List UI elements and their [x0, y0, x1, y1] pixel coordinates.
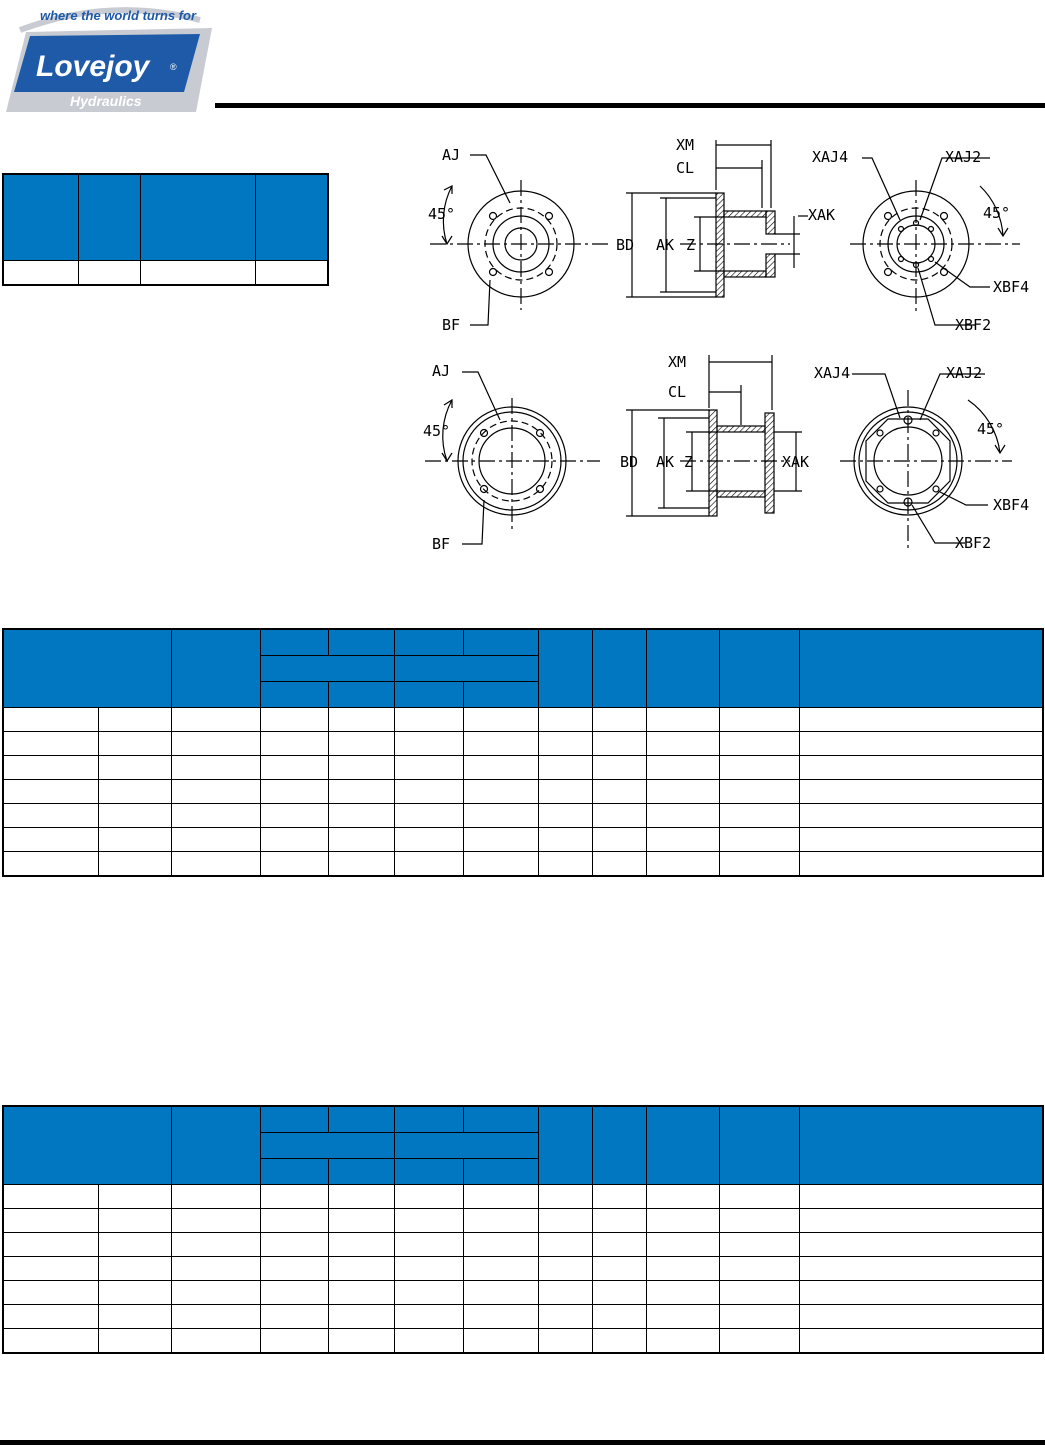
- table-row: [3, 1329, 1043, 1354]
- table-cell: [463, 828, 538, 852]
- table-cell: [3, 756, 98, 780]
- table-cell: [171, 1329, 260, 1354]
- table-cell: [719, 1233, 799, 1257]
- table-cell: [260, 1209, 328, 1233]
- svg-text:45°: 45°: [428, 205, 456, 223]
- table-cell: [260, 1281, 328, 1305]
- table-cell: [592, 1305, 646, 1329]
- table-cell: [592, 1329, 646, 1354]
- table-cell: [98, 708, 171, 732]
- table-cell: [171, 1257, 260, 1281]
- table-cell: [592, 828, 646, 852]
- table-row: [3, 828, 1043, 852]
- table-cell: [171, 1305, 260, 1329]
- table-cell: [3, 1185, 98, 1209]
- table-cell: [328, 1233, 394, 1257]
- table-header-cell: [538, 1106, 592, 1185]
- spec-table-2: [2, 1105, 1044, 1354]
- table-cell: [260, 756, 328, 780]
- table-cell: [98, 756, 171, 780]
- section-view-top: [626, 140, 808, 297]
- logo-registered: ®: [170, 62, 177, 72]
- table-cell: [260, 852, 328, 877]
- svg-text:BF: BF: [442, 316, 461, 334]
- svg-text:XM: XM: [676, 136, 695, 154]
- table-header-cell: [3, 1106, 171, 1185]
- table-cell: [328, 1281, 394, 1305]
- table-cell: [538, 1233, 592, 1257]
- table-cell: [394, 708, 463, 732]
- table-header-row: [3, 629, 1043, 656]
- table-cell: [719, 1329, 799, 1354]
- table-cell: [799, 780, 1043, 804]
- table-cell: [592, 756, 646, 780]
- table-header-cell: [463, 1159, 538, 1185]
- table-cell: [328, 1185, 394, 1209]
- table-cell: [98, 1281, 171, 1305]
- table-header-cell: [394, 1106, 463, 1133]
- table-cell: [538, 1209, 592, 1233]
- table-cell: [463, 708, 538, 732]
- table-cell: [260, 1305, 328, 1329]
- table-cell: [719, 1281, 799, 1305]
- table-cell: [394, 852, 463, 877]
- table-cell: [394, 780, 463, 804]
- table-cell: [394, 804, 463, 828]
- table-cell: [463, 1209, 538, 1233]
- table-cell: [719, 756, 799, 780]
- table-cell: [3, 261, 78, 286]
- table-cell: [255, 261, 328, 286]
- table-cell: [260, 1257, 328, 1281]
- table-cell: [646, 732, 719, 756]
- table-body: [3, 1185, 1043, 1354]
- table-cell: [538, 732, 592, 756]
- table-cell: [3, 852, 98, 877]
- table-header-cell: [260, 629, 328, 656]
- table-cell: [799, 1233, 1043, 1257]
- table-cell: [719, 732, 799, 756]
- table-cell: [328, 732, 394, 756]
- table-header-cell: [799, 629, 1043, 708]
- table-cell: [328, 804, 394, 828]
- table-cell: [78, 261, 140, 286]
- table-header-cell: [260, 656, 394, 682]
- table-header-cell: [171, 629, 260, 708]
- table-cell: [646, 1257, 719, 1281]
- table-cell: [463, 1257, 538, 1281]
- table-row: [3, 1233, 1043, 1257]
- table-cell: [463, 732, 538, 756]
- table-cell: [171, 708, 260, 732]
- table-cell: [592, 732, 646, 756]
- table-header-row: [3, 174, 328, 261]
- logo-tagline: where the world turns for: [40, 8, 197, 23]
- table-header-cell: [394, 656, 538, 682]
- table-cell: [592, 708, 646, 732]
- table-header-cell: [394, 682, 463, 708]
- table-cell: [799, 804, 1043, 828]
- table-cell: [463, 780, 538, 804]
- table-cell: [171, 804, 260, 828]
- table-row: [3, 732, 1043, 756]
- svg-text:Z: Z: [686, 236, 696, 254]
- table-cell: [3, 828, 98, 852]
- svg-text:Z: Z: [684, 453, 694, 471]
- table-cell: [538, 804, 592, 828]
- table-cell: [140, 261, 255, 286]
- table-header-cell: [394, 629, 463, 656]
- table-cell: [3, 1305, 98, 1329]
- table-cell: [538, 852, 592, 877]
- front-view-bottom: [425, 372, 600, 544]
- table-cell: [3, 1281, 98, 1305]
- svg-text:AJ: AJ: [432, 362, 451, 380]
- table-cell: [463, 1329, 538, 1354]
- table-header-cell: [328, 1106, 394, 1133]
- table-cell: [171, 1233, 260, 1257]
- table-cell: [463, 1281, 538, 1305]
- table-cell: [646, 804, 719, 828]
- header-rule: [215, 103, 1045, 108]
- table-cell: [719, 1209, 799, 1233]
- table-cell: [592, 780, 646, 804]
- table-cell: [646, 756, 719, 780]
- table-cell: [328, 1257, 394, 1281]
- drawing-labels: [423, 136, 1029, 553]
- svg-text:XAK: XAK: [782, 453, 810, 471]
- svg-text:XAJ2: XAJ2: [945, 148, 982, 166]
- svg-text:45°: 45°: [423, 422, 451, 440]
- table-cell: [98, 1257, 171, 1281]
- logo-name: Lovejoy: [36, 50, 150, 83]
- rear-view-top: [850, 158, 1020, 325]
- table-cell: [98, 1185, 171, 1209]
- table-body: [3, 708, 1043, 877]
- svg-text:BD: BD: [616, 236, 635, 254]
- table-cell: [646, 852, 719, 877]
- svg-text:AK: AK: [656, 236, 675, 254]
- table-header-cell: [799, 1106, 1043, 1185]
- table-cell: [98, 828, 171, 852]
- table-header-cell: [171, 1106, 260, 1185]
- table-cell: [98, 780, 171, 804]
- table-cell: [799, 1209, 1043, 1233]
- table-cell: [328, 1209, 394, 1233]
- table-cell: [260, 708, 328, 732]
- table-cell: [799, 1281, 1043, 1305]
- table-header-cell: [3, 174, 78, 261]
- table-cell: [463, 1305, 538, 1329]
- table-header-cell: [538, 629, 592, 708]
- table-cell: [646, 1185, 719, 1209]
- svg-text:XBF2: XBF2: [955, 316, 992, 334]
- lovejoy-hydraulics-logo: [0, 0, 222, 120]
- table-cell: [260, 804, 328, 828]
- table-cell: [538, 1257, 592, 1281]
- table-cell: [463, 1185, 538, 1209]
- table-cell: [394, 828, 463, 852]
- svg-text:XBF4: XBF4: [993, 496, 1030, 514]
- table-row: [3, 756, 1043, 780]
- table-cell: [592, 1257, 646, 1281]
- table-header-cell: [394, 1159, 463, 1185]
- table-row: [3, 1305, 1043, 1329]
- table-cell: [719, 828, 799, 852]
- table-cell: [799, 1185, 1043, 1209]
- table-cell: [98, 1329, 171, 1354]
- table-cell: [592, 1185, 646, 1209]
- table-header-cell: [592, 629, 646, 708]
- table-cell: [260, 780, 328, 804]
- table-cell: [799, 828, 1043, 852]
- table-cell: [171, 1281, 260, 1305]
- svg-text:BF: BF: [432, 535, 451, 553]
- table-cell: [463, 756, 538, 780]
- table-cell: [3, 1209, 98, 1233]
- table-cell: [592, 852, 646, 877]
- table-cell: [719, 1185, 799, 1209]
- table-cell: [171, 1209, 260, 1233]
- table-cell: [260, 828, 328, 852]
- table-cell: [538, 1329, 592, 1354]
- table-cell: [538, 756, 592, 780]
- small-spec-table: [2, 173, 329, 286]
- table-header-cell: [78, 174, 140, 261]
- table-cell: [394, 756, 463, 780]
- table-row: [3, 780, 1043, 804]
- table-cell: [394, 1209, 463, 1233]
- table-row: [3, 261, 328, 286]
- table-cell: [171, 732, 260, 756]
- table-cell: [719, 1305, 799, 1329]
- table-cell: [646, 780, 719, 804]
- table-cell: [171, 852, 260, 877]
- spec-table-1: [2, 628, 1044, 877]
- table-cell: [646, 1329, 719, 1354]
- table-cell: [592, 1209, 646, 1233]
- table-cell: [799, 732, 1043, 756]
- table-cell: [328, 780, 394, 804]
- table-header-cell: [3, 629, 171, 708]
- table-header-cell: [328, 629, 394, 656]
- table-cell: [3, 804, 98, 828]
- table-cell: [719, 852, 799, 877]
- svg-text:BD: BD: [620, 453, 639, 471]
- table-cell: [260, 1185, 328, 1209]
- table-cell: [463, 852, 538, 877]
- table-cell: [538, 1281, 592, 1305]
- table-header-cell: [463, 629, 538, 656]
- table-header-cell: [463, 1106, 538, 1133]
- table-cell: [328, 1305, 394, 1329]
- table-header-cell: [255, 174, 328, 261]
- table-header-cell: [260, 1159, 328, 1185]
- table-cell: [394, 1233, 463, 1257]
- table-cell: [260, 732, 328, 756]
- table-row: [3, 708, 1043, 732]
- table-cell: [171, 1185, 260, 1209]
- table-row: [3, 1281, 1043, 1305]
- table-cell: [538, 780, 592, 804]
- table-cell: [3, 1329, 98, 1354]
- table-cell: [394, 1185, 463, 1209]
- table-cell: [799, 1257, 1043, 1281]
- table-cell: [328, 1329, 394, 1354]
- table-cell: [719, 708, 799, 732]
- table-cell: [260, 1233, 328, 1257]
- table-cell: [592, 1281, 646, 1305]
- table-cell: [538, 1185, 592, 1209]
- table-cell: [394, 1257, 463, 1281]
- table-header-cell: [394, 1133, 538, 1159]
- table-cell: [3, 732, 98, 756]
- table-header-cell: [719, 1106, 799, 1185]
- table-cell: [394, 1281, 463, 1305]
- table-row: [3, 804, 1043, 828]
- table-header-row: [3, 1106, 1043, 1133]
- svg-text:45°: 45°: [983, 204, 1011, 222]
- footer-rule: [0, 1440, 1045, 1445]
- svg-text:AJ: AJ: [442, 146, 461, 164]
- table-header-cell: [328, 682, 394, 708]
- table-cell: [463, 1233, 538, 1257]
- table-cell: [538, 1305, 592, 1329]
- table-row: [3, 1209, 1043, 1233]
- table-cell: [171, 780, 260, 804]
- table-cell: [538, 828, 592, 852]
- table-cell: [592, 1233, 646, 1257]
- svg-text:45°: 45°: [977, 420, 1005, 438]
- table-header-cell: [140, 174, 255, 261]
- table-row: [3, 852, 1043, 877]
- table-header-cell: [592, 1106, 646, 1185]
- table-cell: [98, 852, 171, 877]
- table-cell: [646, 1233, 719, 1257]
- table-cell: [98, 732, 171, 756]
- table-header-cell: [260, 682, 328, 708]
- table-header-cell: [260, 1106, 328, 1133]
- rear-view-bottom: [840, 374, 1012, 548]
- section-view-bottom: [626, 355, 802, 516]
- table-cell: [719, 1257, 799, 1281]
- table-row: [3, 1257, 1043, 1281]
- table-cell: [719, 780, 799, 804]
- logo-sub: Hydraulics: [70, 93, 142, 109]
- table-cell: [328, 708, 394, 732]
- table-cell: [171, 756, 260, 780]
- table-cell: [98, 1305, 171, 1329]
- table-header-cell: [328, 1159, 394, 1185]
- table-cell: [592, 804, 646, 828]
- svg-text:CL: CL: [676, 159, 695, 177]
- table-cell: [646, 1305, 719, 1329]
- table-cell: [799, 1305, 1043, 1329]
- svg-text:XM: XM: [668, 353, 687, 371]
- table-cell: [463, 804, 538, 828]
- svg-text:XAJ4: XAJ4: [812, 148, 849, 166]
- table-cell: [646, 1281, 719, 1305]
- table-header-cell: [260, 1133, 394, 1159]
- svg-text:XAK: XAK: [808, 206, 836, 224]
- front-view-top: [430, 155, 610, 325]
- table-cell: [3, 780, 98, 804]
- table-cell: [394, 1329, 463, 1354]
- table-row: [3, 1185, 1043, 1209]
- svg-text:CL: CL: [668, 383, 687, 401]
- table-cell: [98, 1209, 171, 1233]
- table-cell: [799, 708, 1043, 732]
- table-cell: [98, 804, 171, 828]
- svg-text:AK: AK: [656, 453, 675, 471]
- table-cell: [646, 708, 719, 732]
- table-cell: [3, 1257, 98, 1281]
- table-cell: [328, 828, 394, 852]
- svg-text:XBF2: XBF2: [955, 534, 992, 552]
- svg-text:XAJ4: XAJ4: [814, 364, 851, 382]
- table-cell: [538, 708, 592, 732]
- table-cell: [394, 1305, 463, 1329]
- table-cell: [260, 1329, 328, 1354]
- table-cell: [799, 852, 1043, 877]
- table-header-cell: [719, 629, 799, 708]
- table-cell: [3, 1233, 98, 1257]
- svg-text:XBF4: XBF4: [993, 278, 1030, 296]
- table-cell: [799, 756, 1043, 780]
- table-cell: [98, 1233, 171, 1257]
- table-cell: [799, 1329, 1043, 1354]
- svg-text:XAJ2: XAJ2: [946, 364, 983, 382]
- table-cell: [3, 708, 98, 732]
- table-cell: [328, 852, 394, 877]
- table-cell: [328, 756, 394, 780]
- table-header-cell: [646, 1106, 719, 1185]
- table-cell: [646, 828, 719, 852]
- table-cell: [719, 804, 799, 828]
- table-cell: [171, 828, 260, 852]
- table-cell: [646, 1209, 719, 1233]
- table-cell: [394, 732, 463, 756]
- table-header-cell: [646, 629, 719, 708]
- table-header-cell: [463, 682, 538, 708]
